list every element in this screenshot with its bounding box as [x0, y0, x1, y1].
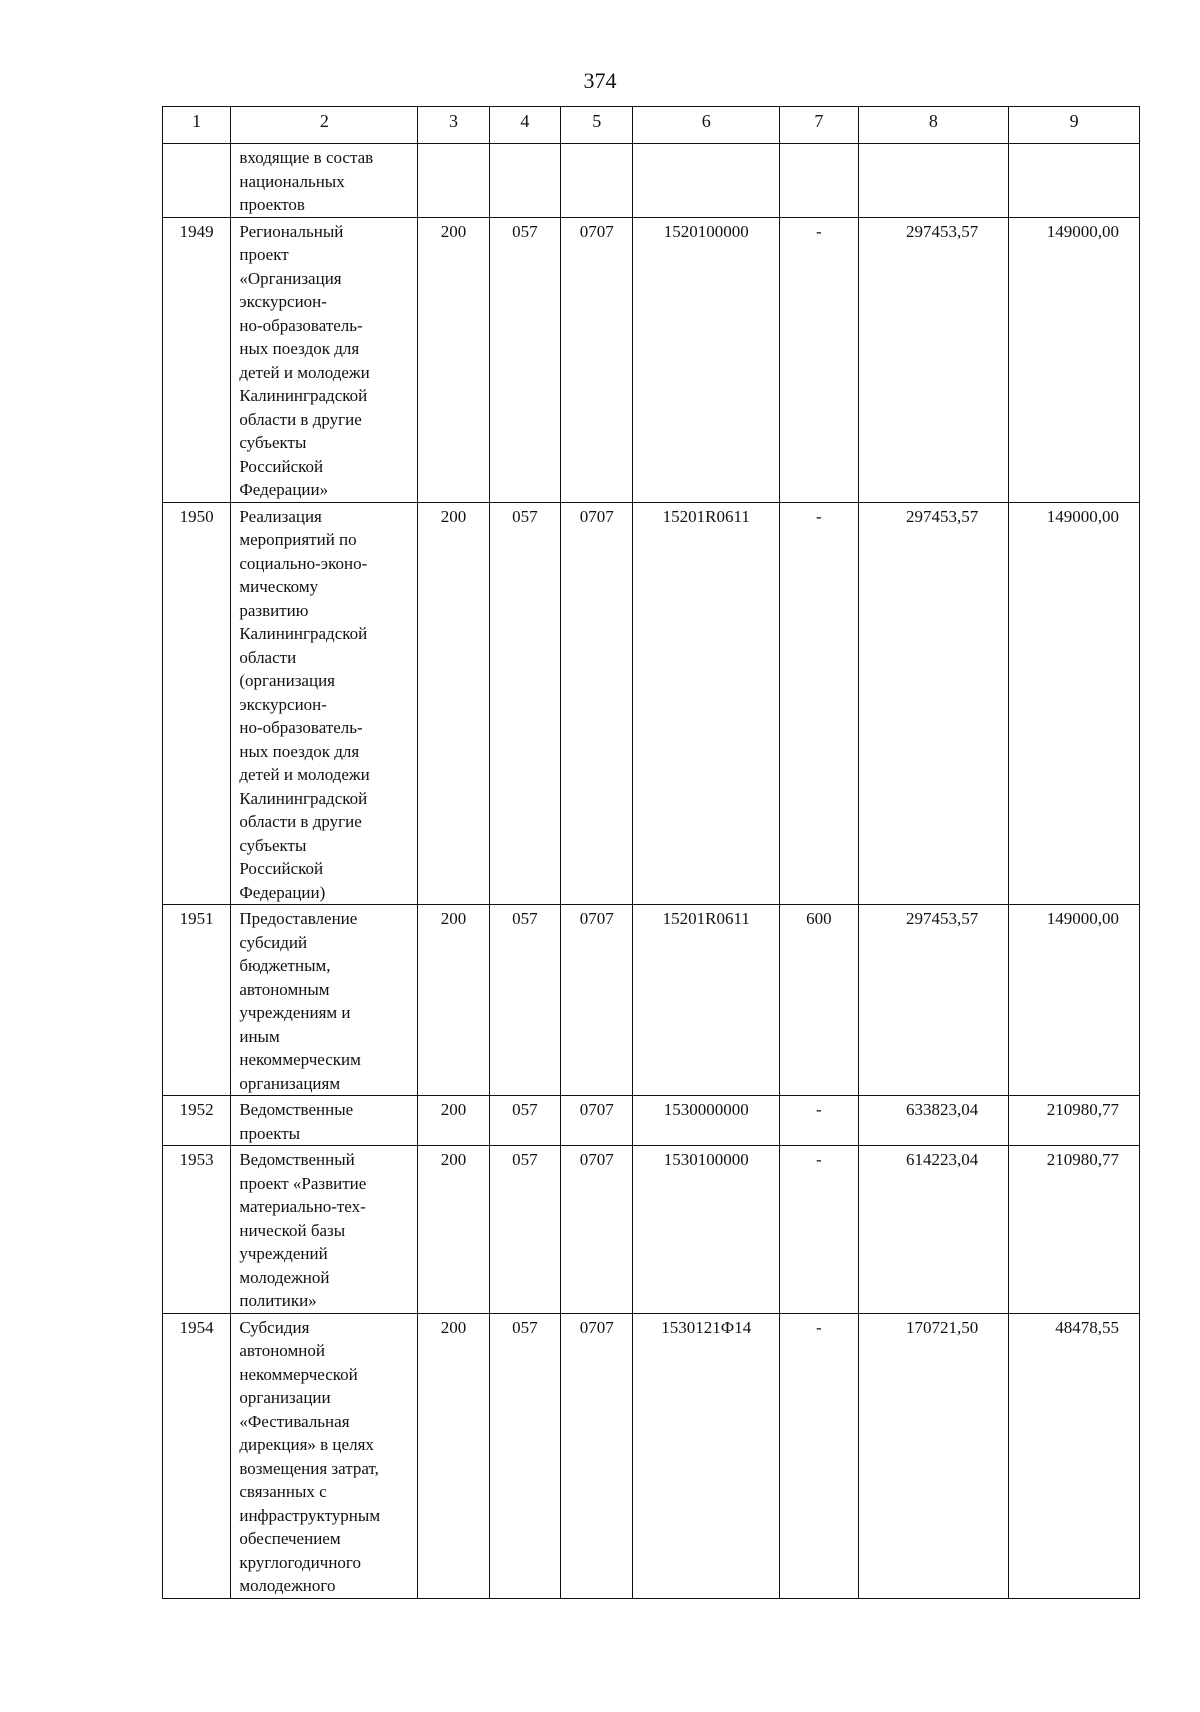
row-name-line: мическому — [239, 577, 319, 596]
row-number: 1954 — [163, 1313, 231, 1598]
row-name-line: автономным — [239, 979, 330, 999]
row-name-line: мероприятий по — [239, 530, 357, 549]
col-7-cell: - — [780, 217, 858, 502]
table-row — [163, 217, 1140, 502]
col-8-amount: 297453,57 — [858, 502, 1009, 905]
col-8-amount — [858, 144, 1009, 218]
col-3-cell: 200 — [418, 1313, 489, 1598]
row-name-line: проекты — [239, 1123, 301, 1143]
header-col-9: 9 — [1009, 107, 1140, 144]
col-9-amount: 149000,00 — [1009, 905, 1140, 1096]
col-5-cell: 0707 — [561, 217, 633, 502]
header-col-7: 7 — [780, 107, 858, 144]
row-name-line: проектов — [239, 195, 305, 214]
row-number: 1952 — [163, 1096, 231, 1146]
col-9-amount: 210980,77 — [1009, 1096, 1140, 1146]
col-9-amount: 48478,55 — [1009, 1313, 1140, 1598]
row-number: 1949 — [163, 217, 231, 502]
row-name-line: Предоставление — [239, 909, 358, 928]
row-name-line: молодежного — [239, 1576, 336, 1595]
col-5-cell: 0707 — [561, 1146, 633, 1314]
row-name-line: но-образователь- — [239, 718, 363, 737]
col-9-amount: 149000,00 — [1009, 502, 1140, 905]
col-9-amount: 149000,00 — [1009, 217, 1140, 502]
col-6-cell: 15201R0611 — [633, 502, 780, 905]
col-7-cell — [780, 144, 858, 218]
row-name-line: Калининградской — [239, 386, 368, 405]
row-name-line: субсидий — [239, 932, 308, 952]
col-5-cell — [561, 144, 633, 218]
row-name-line: Реализация — [239, 506, 322, 526]
row-name-line: молодежной — [239, 1267, 330, 1287]
row-name-line: развитию — [239, 600, 309, 620]
row-number: 1950 — [163, 502, 231, 905]
col-3-cell: 200 — [418, 1146, 489, 1314]
col-5-cell: 0707 — [561, 1313, 633, 1598]
row-name — [231, 1146, 418, 1314]
col-4-cell — [489, 144, 560, 218]
row-name-line: экскурсион- — [239, 292, 327, 311]
col-7-cell: 600 — [780, 905, 858, 1096]
row-name-line: социально-эконо- — [239, 553, 368, 573]
table-body — [163, 144, 1140, 1599]
row-name-line: «Фестивальная — [239, 1411, 350, 1431]
row-name-line: Региональный — [239, 221, 344, 241]
row-name-line: области в другие — [239, 409, 362, 429]
row-name-line: субъекты — [239, 433, 307, 452]
table-row — [163, 1313, 1140, 1598]
col-4-cell: 057 — [489, 905, 560, 1096]
row-name-line: организации — [239, 1388, 331, 1407]
col-6-cell: 1530121Ф14 — [633, 1313, 780, 1598]
col-5-cell: 0707 — [561, 502, 633, 905]
col-8-amount: 170721,50 — [858, 1313, 1009, 1598]
col-6-cell — [633, 144, 780, 218]
row-name-line: области — [239, 647, 297, 667]
col-7-cell: - — [780, 502, 858, 905]
row-name-line: экскурсион- — [239, 694, 327, 714]
col-3-cell — [418, 144, 489, 218]
row-name-line: автономной — [239, 1341, 325, 1360]
row-name-line: дирекция» в целях — [239, 1435, 374, 1454]
col-8-amount: 614223,04 — [858, 1146, 1009, 1314]
row-name-line: Ведомственный — [239, 1150, 355, 1169]
row-name-line: детей и молодежи — [239, 765, 370, 784]
col-5-cell: 0707 — [561, 1096, 633, 1146]
row-name-line: (организация — [239, 671, 335, 690]
header-col-8: 8 — [858, 107, 1009, 144]
col-4-cell: 057 — [489, 217, 560, 502]
row-name — [231, 217, 418, 502]
col-8-amount: 297453,57 — [858, 217, 1009, 502]
row-name-line: национальных — [239, 171, 345, 191]
row-name — [231, 502, 418, 905]
row-name-line: проект — [239, 245, 289, 264]
col-6-cell: 15201R0611 — [633, 905, 780, 1096]
row-number — [163, 144, 231, 218]
col-6-cell: 1530000000 — [633, 1096, 780, 1146]
row-name-line: бюджетным, — [239, 956, 331, 975]
row-number: 1953 — [163, 1146, 231, 1314]
row-name-line: Федерации) — [239, 882, 326, 902]
row-name-line: субъекты — [239, 835, 307, 855]
header-col-5: 5 — [561, 107, 633, 144]
header-col-3: 3 — [418, 107, 489, 144]
col-4-cell: 057 — [489, 502, 560, 905]
table-header — [163, 107, 1140, 144]
row-name-line: входящие в состав — [239, 148, 374, 167]
col-5-cell: 0707 — [561, 905, 633, 1096]
row-name-line: детей и молодежи — [239, 362, 370, 382]
row-name-line: некоммерческим — [239, 1050, 361, 1069]
col-8-amount: 297453,57 — [858, 905, 1009, 1096]
col-4-cell: 057 — [489, 1096, 560, 1146]
row-name-line: учреждений — [239, 1244, 328, 1263]
budget-table — [162, 106, 1140, 1599]
row-name-line: но-образователь- — [239, 315, 363, 335]
page-number: 374 — [583, 68, 617, 93]
col-4-cell: 057 — [489, 1146, 560, 1314]
row-name — [231, 144, 418, 218]
col-3-cell: 200 — [418, 1096, 489, 1146]
header-col-4: 4 — [489, 107, 560, 144]
row-name-line: Субсидия — [239, 1317, 310, 1337]
row-name-line: иным — [239, 1026, 280, 1046]
row-name-line: политики» — [239, 1291, 317, 1310]
row-name-line: инфраструктурным — [239, 1505, 381, 1525]
col-3-cell: 200 — [418, 905, 489, 1096]
col-3-cell: 200 — [418, 217, 489, 502]
col-8-amount: 633823,04 — [858, 1096, 1009, 1146]
row-name-line: связанных с — [239, 1482, 327, 1501]
row-name-line: Федерации» — [239, 480, 329, 499]
header-row — [163, 107, 1140, 144]
header-col-1: 1 — [163, 107, 231, 144]
row-name — [231, 1096, 418, 1146]
row-name-line: Российской — [239, 456, 324, 476]
row-name-line: области в другие — [239, 812, 362, 831]
header-col-2: 2 — [231, 107, 418, 144]
row-name-line: обеспечением — [239, 1529, 341, 1548]
row-name-line: материально-тех- — [239, 1197, 366, 1216]
table-row — [163, 144, 1140, 218]
header-col-6: 6 — [633, 107, 780, 144]
row-name-line: ных поездок для — [239, 741, 360, 761]
col-7-cell: - — [780, 1313, 858, 1598]
row-name-line: нической базы — [239, 1220, 346, 1240]
row-name-line: ных поездок для — [239, 339, 360, 358]
row-name-line: проект «Развитие — [239, 1173, 367, 1193]
col-3-cell: 200 — [418, 502, 489, 905]
row-name-line: «Организация — [239, 268, 342, 288]
row-name — [231, 1313, 418, 1598]
row-name — [231, 905, 418, 1096]
row-number: 1951 — [163, 905, 231, 1096]
table-row — [163, 905, 1140, 1096]
row-name-line: Российской — [239, 859, 324, 878]
row-name-line: некоммерческой — [239, 1364, 358, 1384]
row-name-line: Калининградской — [239, 624, 368, 643]
col-9-amount — [1009, 144, 1140, 218]
row-name-line: круглогодичного — [239, 1552, 361, 1572]
col-7-cell: - — [780, 1146, 858, 1314]
table-row — [163, 1146, 1140, 1314]
row-name-line: организациям — [239, 1073, 341, 1093]
row-name-line: Калининградской — [239, 788, 368, 808]
table-row — [163, 502, 1140, 905]
col-6-cell: 1530100000 — [633, 1146, 780, 1314]
table-row — [163, 1096, 1140, 1146]
row-name-line: возмещения затрат, — [239, 1458, 379, 1478]
col-7-cell: - — [780, 1096, 858, 1146]
row-name-line: Ведомственные — [239, 1100, 354, 1119]
col-4-cell: 057 — [489, 1313, 560, 1598]
row-name-line: учреждениям и — [239, 1003, 351, 1022]
col-6-cell: 1520100000 — [633, 217, 780, 502]
col-9-amount: 210980,77 — [1009, 1146, 1140, 1314]
